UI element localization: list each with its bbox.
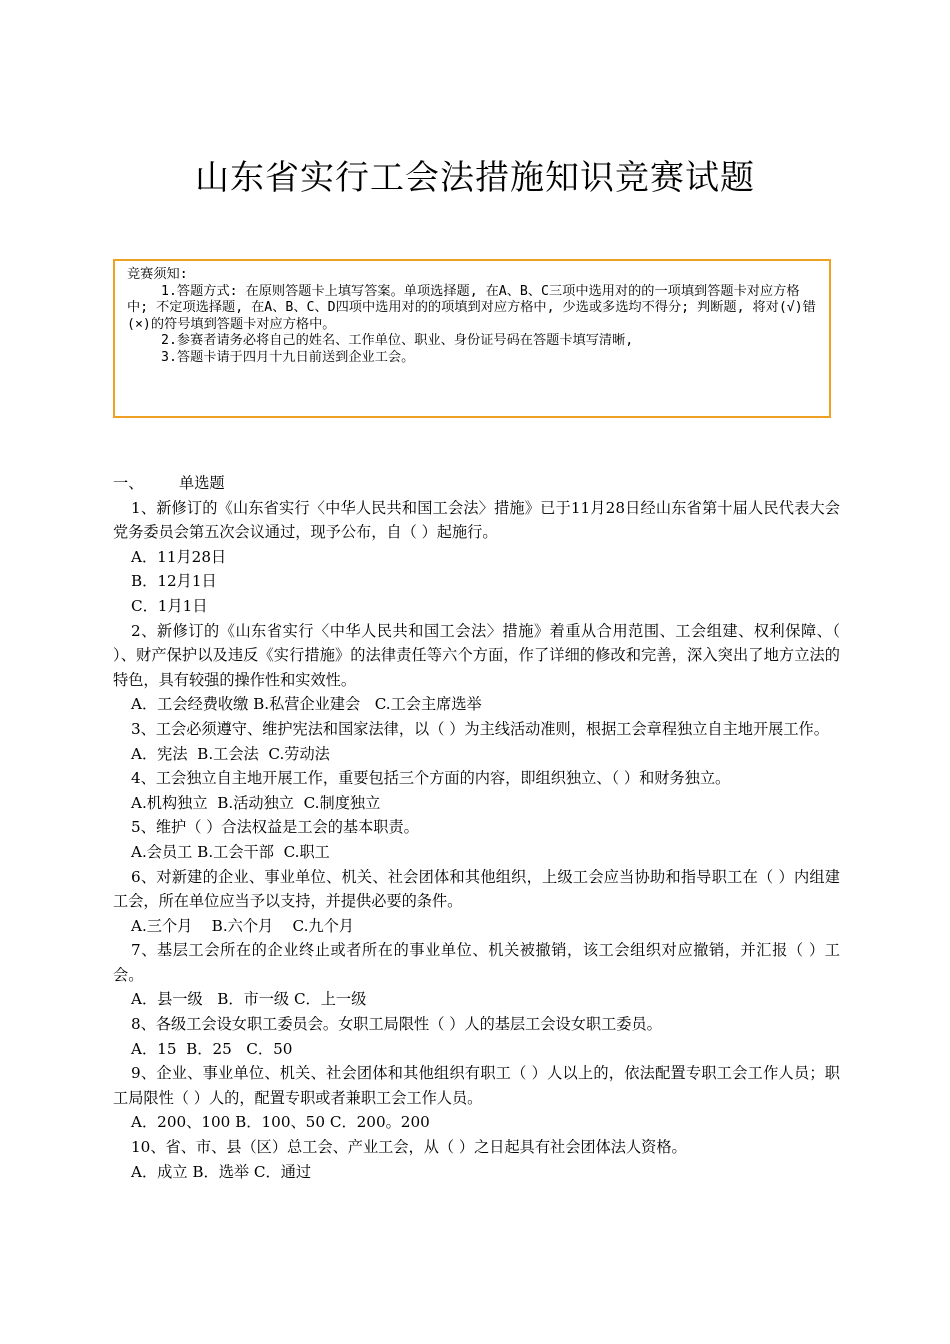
section-label: 单选题	[179, 474, 225, 492]
question-section	[113, 471, 840, 1184]
answer-option: A．宪法 B.工会法 C.劳动法	[131, 744, 330, 763]
contest-notice-box	[113, 259, 831, 418]
answer-option: A．县一级 B．市一级 C．上一级	[131, 990, 367, 1009]
notice-item-1: 1.答题方式: 在原则答题卡上填写答案。单项选择题, 在A、B、C三项中选用对的的一项填到答题卡对应方格中; 不定项选择题, 在A、B、C、D四项中选用对的的项填到对应方格中, 少选或多选均不得分; 判断题, 将对(√)错(×)的符号填到答题卡对应方格中。	[127, 283, 816, 332]
question-text: 9、企业、事业单位、机关、社会团体和其他组织有职工（ ）人以上的，依法配置专职工会工作人员；职工局限性（ ）人的，配置专职或者兼职工会工作人员。	[113, 1064, 840, 1107]
answer-option: A．200、100 B．100、50 C．200。200	[131, 1113, 430, 1132]
question-text: 3、工会必须遵守、维护宪法和国家法律，以（ ）为主线活动准则，根据工会章程独立自主地开展工作。	[131, 719, 829, 738]
question-text: 5、维护（ ）合法权益是工会的基本职责。	[131, 818, 419, 837]
answer-option: A．11月28日	[131, 547, 227, 566]
question-text: 10、省、市、县（区）总工会、产业工会，从（ ）之日起具有社会团体法人资格。	[131, 1138, 687, 1157]
section-number: 一、	[113, 474, 144, 492]
answer-option: A.三个月 B.六个月 C.九个月	[131, 916, 354, 935]
question-text: 6、对新建的企业、事业单位、机关、社会团体和其他组织，上级工会应当协助和指导职工在（ ）内组建工会，所在单位应当予以支持，并提供必要的条件。	[113, 867, 840, 911]
answer-option: A．成立 B．选举 C．通过	[131, 1162, 312, 1181]
answer-option: A．工会经费收缴 B.私营企业建会 C.工会主席选举	[131, 695, 482, 714]
answer-option: B．12月1日	[131, 572, 217, 591]
notice-item-2: 2.参赛者请务必将自己的姓名、工作单位、职业、身份证号码在答题卡填写清晰,	[161, 333, 634, 348]
question-text: 4、工会独立自主地开展工作，重要包括三个方面的内容，即组织独立、（ ）和财务独立。	[131, 769, 731, 788]
question-list	[113, 496, 840, 1185]
question-text: 2、新修订的《山东省实行〈中华人民共和国工会法〉措施》着重从合用范围、工会组建、权利保障、（ ）、财产保护以及违反《实行措施》的法律责任等六个方面，作了详细的修改和完善，深入突出了地方立法的特色，具有较强的操作性和实效性。	[113, 621, 840, 689]
answer-option: A.会员工 B.工会干部 C.职工	[131, 842, 330, 861]
answer-option: A．15 B．25 C．50	[131, 1039, 293, 1058]
notice-heading: 竞赛须知:	[127, 267, 188, 282]
section-heading	[113, 471, 840, 496]
question-text: 7、基层工会所在的企业终止或者所在的事业单位、机关被撤销，该工会组织对应撤销，并汇报（ ）工会。	[113, 941, 840, 984]
page-title: 山东省实行工会法措施知识竞赛试题	[195, 158, 755, 198]
answer-option: A.机构独立 B.活动独立 C.制度独立	[131, 793, 381, 812]
notice-item-3: 3.答题卡请于四月十九日前送到企业工会。	[161, 349, 415, 365]
answer-option: C．1月1日	[131, 596, 208, 615]
question-text: 1、新修订的《山东省实行〈中华人民共和国工会法〉措施》已于11月28日经山东省第十届人民代表大会党务委员会第五次会议通过，现予公布，自（ ）起施行。	[113, 498, 840, 542]
question-text: 8、各级工会设女职工委员会。女职工局限性（ ）人的基层工会设女职工委员。	[131, 1015, 662, 1034]
